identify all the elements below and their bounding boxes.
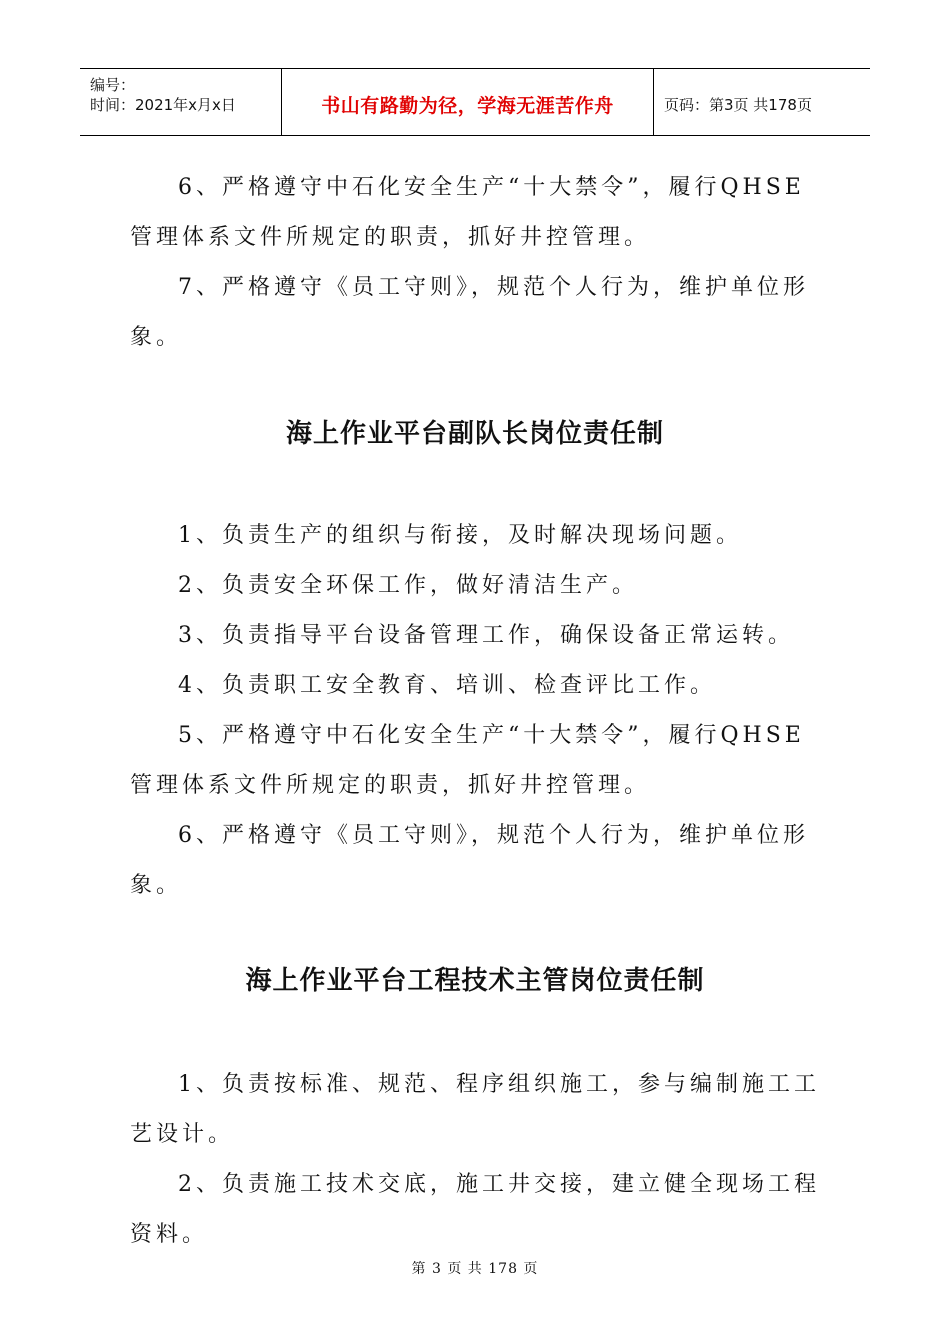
page-footer: 第 3 页 共 178 页 [411,1261,539,1277]
paragraph-line: 象。 [130,325,183,350]
paragraph-line: 管理体系文件所规定的职责，抓好井控管理。 [130,773,651,798]
paragraph-line: 1、负责生产的组织与衔接，及时解决现场问题。 [178,523,742,548]
paragraph-line: 2、负责安全环保工作，做好清洁生产。 [178,573,638,598]
document-number-label: 编号： [90,76,136,94]
paragraph-line: 1、负责按标准、规范、程序组织施工，参与编制施工工 [178,1072,820,1097]
header-motto: 书山有路勤为径，学海无涯苦作舟 [321,94,614,117]
section-heading: 海上作业平台副队长岗位责任制 [285,419,664,449]
header-page-cell [654,69,870,135]
paragraph-line: 资料。 [130,1222,209,1247]
paragraph-line: 象。 [130,873,183,898]
paragraph-line: 管理体系文件所规定的职责，抓好井控管理。 [130,225,651,250]
paragraph-line: 艺设计。 [130,1122,235,1147]
document-date-label: 时间：2021年x月x日 [90,96,236,114]
header-page-label: 页码：第3页 共178页 [664,95,812,114]
paragraph-line: 3、负责指导平台设备管理工作，确保设备正常运转。 [178,623,794,648]
paragraph-line: 7、严格遵守《员工守则》，规范个人行为，维护单位形 [178,275,809,300]
paragraph-line: 6、严格遵守中石化安全生产“十大禁令”，履行QHSE [178,175,805,200]
header-motto-cell [282,69,654,135]
section-heading: 海上作业平台工程技术主管岗位责任制 [245,966,705,996]
document-header [80,68,870,136]
paragraph-line: 2、负责施工技术交底，施工井交接，建立健全现场工程 [178,1172,820,1197]
paragraph-line: 6、严格遵守《员工守则》，规范个人行为，维护单位形 [178,823,809,848]
paragraph-line: 4、负责职工安全教育、培训、检查评比工作。 [178,673,716,698]
header-info-cell [80,69,282,135]
paragraph-line: 5、严格遵守中石化安全生产“十大禁令”，履行QHSE [178,723,805,748]
